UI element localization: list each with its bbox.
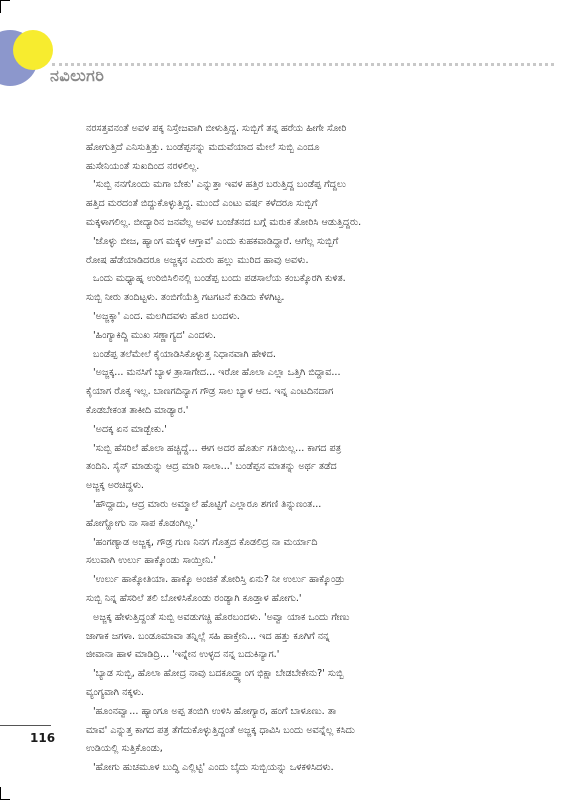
text-line: ವ್ಯಂಗ್ಯವಾಗಿ ನಕ್ಕಳು. bbox=[86, 686, 144, 698]
text-line: 'ಬ್ಯಾಡ ಸುಬ್ಬಿ, ಹೊಲಾ ಹೋದ್ರ ನಾವು ಬದಕೂದ್ಹ್ಯಾಂಗ ಭಿಕ್ಷಾ ಬೇಡಬೇಕೇನು?' ಸುಬ್ಬಿ bbox=[93, 668, 344, 680]
text-line: ಮಾವ' ಎನ್ನುತ್ತ ಕಾಗದ ಪತ್ರ ತೆಗೆದುಕೊಳ್ಳುತ್ತಿದ್ದಂತೆ ಅಜ್ಜಕ್ಕ ಧಾವಿಸಿ ಬಂದು ಅವನ್ನೆಲ್ಲ ಕಸಿದು bbox=[86, 724, 355, 736]
text-line: ಕೈಯಾಗ ರೊಕ್ಕ ಇಲ್ಲ. ಬಾಣಗದಿನ್ಯಾಗ ಗೌಡ್ರ ಸಾಲ ಬ್ಯಾಳ ಆದ. ಇನ್ನ ಎಂಟದಿನದಾಗ bbox=[86, 386, 334, 398]
text-line: 'ಹೋಗು ಹುಚಮೂಳ ಬುದ್ಧಿ ಎಲ್ಲಿಟ್ಟಿ' ಎಂದು ಬೈದು ಸುಬ್ಬಿಯನ್ನು ಒಳಕಳಿಸಿದಳು. bbox=[93, 762, 334, 774]
text-line: ಅಜ್ಜಕ್ಕ ಹೇಳುತ್ತಿದ್ದಂತೆ ಸುಬ್ಬಿ ಅವಡುಗಚ್ಚಿ ಹೊರಬಂದಳು. 'ಅವ್ವಾ ಯಾಕ ಒಂದು ಗೇಣು bbox=[93, 611, 350, 623]
text-line: ಬಂಡೆಪ್ಪ ತಲೆಮೇಲೆ ಕೈಯಾಡಿಸಿಕೊಳ್ಳುತ್ತ ನಿಧಾನವಾಗಿ ಹೇಳಿದ. bbox=[93, 348, 276, 360]
text-line: 'ಸುಬ್ಬಿ ನನಗೊಂದು ಮಗಾ ಬೇಕು' ಎನ್ನುತ್ತಾ ಇವಳ ಹತ್ತಿರ ಬರುತ್ತಿದ್ದ ಬಂಡೆಪ್ಪ ಗೆದ್ದಲು bbox=[93, 179, 347, 191]
text-line: 'ಅಜ್ಜಕ್ಕಾ' ಎಂದ. ಮಲಗಿದವಳು ಹೊರ ಬಂದಳು. bbox=[93, 310, 240, 322]
text-line: 'ಹಿಂಗ್ಯಾಕಿದ್ದಿ ಮುಖ ಸಣ್ಣಾಗ್ಯದ' ಎಂದಳು. bbox=[93, 329, 216, 341]
crop-mark bbox=[0, 0, 1, 13]
text-line: ಸುಬ್ಬಿ ನೀರು ತಂದಿಟ್ಟಳು. ತಂಬಿಗೆಯೆತ್ತಿ ಗಟಗಟನೆ ಕುಡಿದು ಕೆಳಗಿಟ್ಟ. bbox=[86, 292, 285, 304]
text-line: ಸುಬ್ಬಿ ನಿನ್ನ ಹೆಸರಿಲೆ ತಲಿ ಬೋಳಿಸಿಕೊಂಡು ರಂಡ್ಯಾಗಿ ಕೂಡ್ತಾಳ ಹೋಗು.' bbox=[86, 592, 302, 604]
text-line: ಅಜ್ಜಕ್ಕ ಅರಚಿದ್ದಳು. bbox=[86, 480, 144, 492]
text-line: 'ಹಂಗಣ್ಯಾಡ ಅಜ್ಜಕ್ಕ, ಗೌಡ್ರ ಗುಣ ನಿನಗ ಗೊತ್ತದ ಕೊಡಲಿದ್ರ ನಾ ಮರ್ಯಾದಿ bbox=[93, 536, 318, 548]
text-line: ಹತ್ತಿದ ಮರದಂತೆ ಬಿದ್ದುಕೊಳ್ಳುತ್ತಿದ್ದ. ಮುಂದೆ ಎಂಟು ವರ್ಷ ಕಳೆದರೂ ಸುಬ್ಬಿಗೆ bbox=[86, 198, 318, 210]
text-line: ಜಾಗಾಕ ಜಗಳಾ. ಬಂಡೂಮಾವಾ ತನ್ನಿಲ್ಲೆ ಸಹಿ ಹಾಕ್ತೇನಿ... ಇದ ಹತ್ತು ಕೂಗಿಗೆ ನನ್ನ bbox=[86, 630, 330, 642]
text-line: ರೋಷ ಹೆಡೆಯಾಡಿದರೂ ಅಜ್ಜಕ್ಕನ ಎದುರು ಹಲ್ಲು ಮುರಿದ ಹಾವು ಅವಳು. bbox=[86, 254, 309, 266]
header-decoration-yellow-circle bbox=[13, 30, 53, 70]
text-line: 'ಉರ್ಲು ಹಾಕ್ಕೋತಿಯಾ. ಹಾಕ್ಕೊ ಅಂಜಿಕೆ ತೋರಿಸ್ತಿ ಏನು? ನೀ ಉರ್ಲು ಹಾಕ್ಕೊಂಡ್ರು bbox=[93, 574, 345, 586]
text-line: 'ಸುಬ್ಬಿ ಹೆಸರಿಲೆ ಹೊಲಾ ಹಚ್ಚಿದ್ದೆ... ಈಗ ಅದರ ಹೊರ್ತು ಗತಿಯಿಲ್ಲ... ಕಾಗದ ಪತ್ರ bbox=[93, 442, 342, 454]
text-line: ಹೋಗುತ್ತಿದೆ ಎನಿಸುತ್ತಿತ್ತು. ಬಂಡೆಪ್ಪನನ್ನು ಮದುವೆಯಾದ ಮೇಲೆ ಸುಬ್ಬಿ ಎಂದೂ bbox=[86, 141, 320, 153]
header-dotted-rule bbox=[52, 63, 554, 66]
text-line: 'ಅಜ್ಜಕ್ಕ... ಮನಸಿಗೆ ಬ್ಯಾಳ ತ್ರಾಸಾಗೇದ... ಇರೋ ಹೊಲಾ ಎಲ್ಲಾ ಒತ್ತಿಗಿ ಬಿದ್ದಾವ... bbox=[93, 367, 341, 379]
text-line: 'ಜೊಳ್ಳು ಬೀಜ, ಹ್ಯಾಂಗ ಮಕ್ಕಳ ಆಗ್ತಾವ' ಎಂದು ಕುಹಕವಾಡಿದ್ದಾರೆ. ಆಗೆಲ್ಲ ಸುಬ್ಬಿಗೆ bbox=[93, 235, 339, 247]
text-line: ಕೊಡಬೇಕಂತ ತಾಕೀದಿ ಮಾಡ್ಯಾರ.' bbox=[86, 404, 189, 416]
text-line: ತಂದಿನಿ. ಸೈನ್ ಮಾಡುನ್ನು ಆದ್ರ ಮಾರಿ ಸಾಲಾ...' ಬಂಡೆಪ್ಪನ ಮಾತನ್ನು ಅರ್ಥ ತಡೆದ bbox=[86, 461, 337, 473]
text-line: ಹೋಗ್ಹೋಗು ನಾ ಸಾಪ ಕೊಡಂಗಿಲ್ಲ.' bbox=[86, 517, 198, 529]
text-line: ಹುಸೇನಿಯಂತೆ ಸುಖದಿಂದ ನರಳಲಿಲ್ಲ. bbox=[86, 160, 200, 172]
text-line: ಒಂದು ಮಧ್ಯಾಹ್ನ ಉರಿಬಿಸಿಲಿನಲ್ಲಿ ಬಂಡೆಪ್ಪ ಬಂದು ಪಡಸಾಲೆಯ ಕಂಬಕ್ಕೊರಗಿ ಕುಳಿತ. bbox=[93, 273, 346, 285]
section-title: ನವಿಲುಗರಿ bbox=[50, 66, 105, 85]
text-line: ಜೀವಾನಾ ಹಾಳ ಮಾಡಿದ್ರಿ... 'ಇನ್ನೇನ ಉಳ್ಳದ ನನ್ನ ಬದುಕಿನ್ಯಾಗ.' bbox=[86, 649, 280, 661]
footer-rule bbox=[0, 725, 51, 726]
text-line: 'ಅದಕ್ಕ ಏನ ಮಾಡ್ಬೇಕು.' bbox=[93, 423, 167, 435]
crop-mark bbox=[0, 0, 10, 1]
body-text bbox=[86, 120, 496, 778]
text-line: 'ಹೌದ್ದಾದು, ಆದ್ರ ಮಾರು ಅಮ್ಮಾಲೆ ಹೊಟ್ಟಿಗೆ ಎಲ್ಲಾರೂ ಶಗಣಿ ತಿನ್ನುಣಂತ... bbox=[93, 498, 322, 510]
text-line: ಮಕ್ಕಳಾಗಲಿಲ್ಲ. ಬೀದ್ಯಾರಿನ ಜನವೆಲ್ಲ ಅವಳ ಬಂಜೆತನದ ಬಗ್ಗೆ ಮರುಕ ತೋರಿಸಿ ಆಡುತ್ತಿದ್ದರು. bbox=[86, 216, 362, 228]
text-line: ನರಸತ್ತವನಂತೆ ಅವಳ ಪಕ್ಕ ನಿಸ್ತೇಜವಾಗಿ ಬೀಳುತ್ತಿದ್ದ. ಸುಬ್ಬಿಗೆ ತನ್ನ ಹರೆಯ ಹೀಗೇ ಸೋರಿ bbox=[86, 123, 347, 134]
page-number: 116 bbox=[30, 731, 56, 745]
text-line: ಉಡಿಯಲ್ಲಿ ಸುತ್ತಿಕೊಂಡು, bbox=[86, 743, 163, 755]
text-line: 'ಹೂಂನವ್ವಾ... ಹ್ಯಾಂಗೂ ಅಪ್ಪ ತಂಬಿಗಿ ಉಳಿಸಿ ಹೋಗ್ಯಾರ, ಹಂಗೆ ಬಾಳೂಣು. ತಾ bbox=[93, 705, 337, 717]
text-line: ಸಲುವಾಗಿ ಉರ್ಲು ಹಾಕ್ಕೊಂಡು ಸಾಯ್ತೀನಿ.' bbox=[86, 555, 216, 567]
